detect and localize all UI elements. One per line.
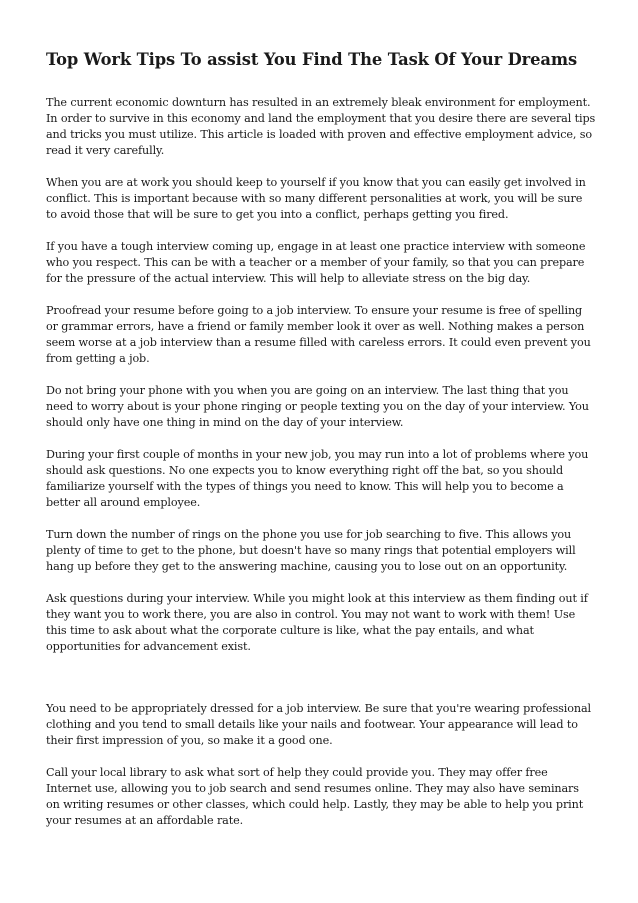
paragraph-practice-interview: If you have a tough interview coming up, engage in at least one practice interview with someone who you respect. This can be with a teacher or a member of your family, so that you can prepare for the pressure of the actual interview. This will help to alleviate stress on the big day. <box>46 240 586 285</box>
paragraph-conflict: When you are at work you should keep to yourself if you know that you can easily get involved in conflict. This is important because with so many different personalities at work, you will be sure to avoid those that will be sure to get you into a conflict, perhaps getting you fired. <box>46 176 586 221</box>
document-title: Top Work Tips To assist You Find The Task Of Your Dreams <box>46 50 578 69</box>
paragraph-dress: You need to be appropriately dressed for a job interview. Be sure that you're wearing professional clothing and you tend to small details like your nails and footwear. Your appearance will lead to their first impression of you, so make it a good one. <box>46 702 591 747</box>
document-page <box>46 48 596 845</box>
paragraph-rings: Turn down the number of rings on the phone you use for job searching to five. This allows you plenty of time to get to the phone, but doesn't have so many rings that potential employers will hang up before they get to the answering machine, causing you to lose out on an opportunity. <box>46 528 576 574</box>
paragraph-library: Call your local library to ask what sort of help they could provide you. They may offer free Internet use, allowing you to job search and send resumes online. They may also have seminars on writing resumes or other classes, which could help. Lastly, they may be able to help you print your resumes at an affordable rate. <box>46 766 584 827</box>
paragraph-intro: The current economic downturn has resulted in an extremely bleak environment for employment. In order to survive in this economy and land the employment that you desire there are several tips and tricks you must utilize. This article is loaded with proven and effective employment advice, so read it very carefully. <box>46 96 596 157</box>
paragraph-proofread-resume: Proofread your resume before going to a job interview. To ensure your resume is free of spelling or grammar errors, have a friend or family member look it over as well. Nothing makes a person seem worse at a job interview than a resume filled with careless errors. It could even prevent you from getting a job. <box>46 304 591 365</box>
paragraph-new-job: During your first couple of months in your new job, you may run into a lot of problems where you should ask questions. No one expects you to know everything right off the bat, so you should familiarize yourself with the types of things you need to know. This will help you to become a better all around employee. <box>46 448 589 510</box>
paragraph-phone: Do not bring your phone with you when you are going on an interview. The last thing that you need to worry about is your phone ringing or people texting you on the day of your interview. You should only have one thing in mind on the day of your interview. <box>46 384 589 430</box>
paragraph-ask-questions: Ask questions during your interview. While you might look at this interview as them finding out if they want you to work there, you are also in control. You may not want to work with them! Use this time to ask about what the corporate culture is like, what the pay entails, and what opportunities for advancement exist. <box>46 592 588 654</box>
